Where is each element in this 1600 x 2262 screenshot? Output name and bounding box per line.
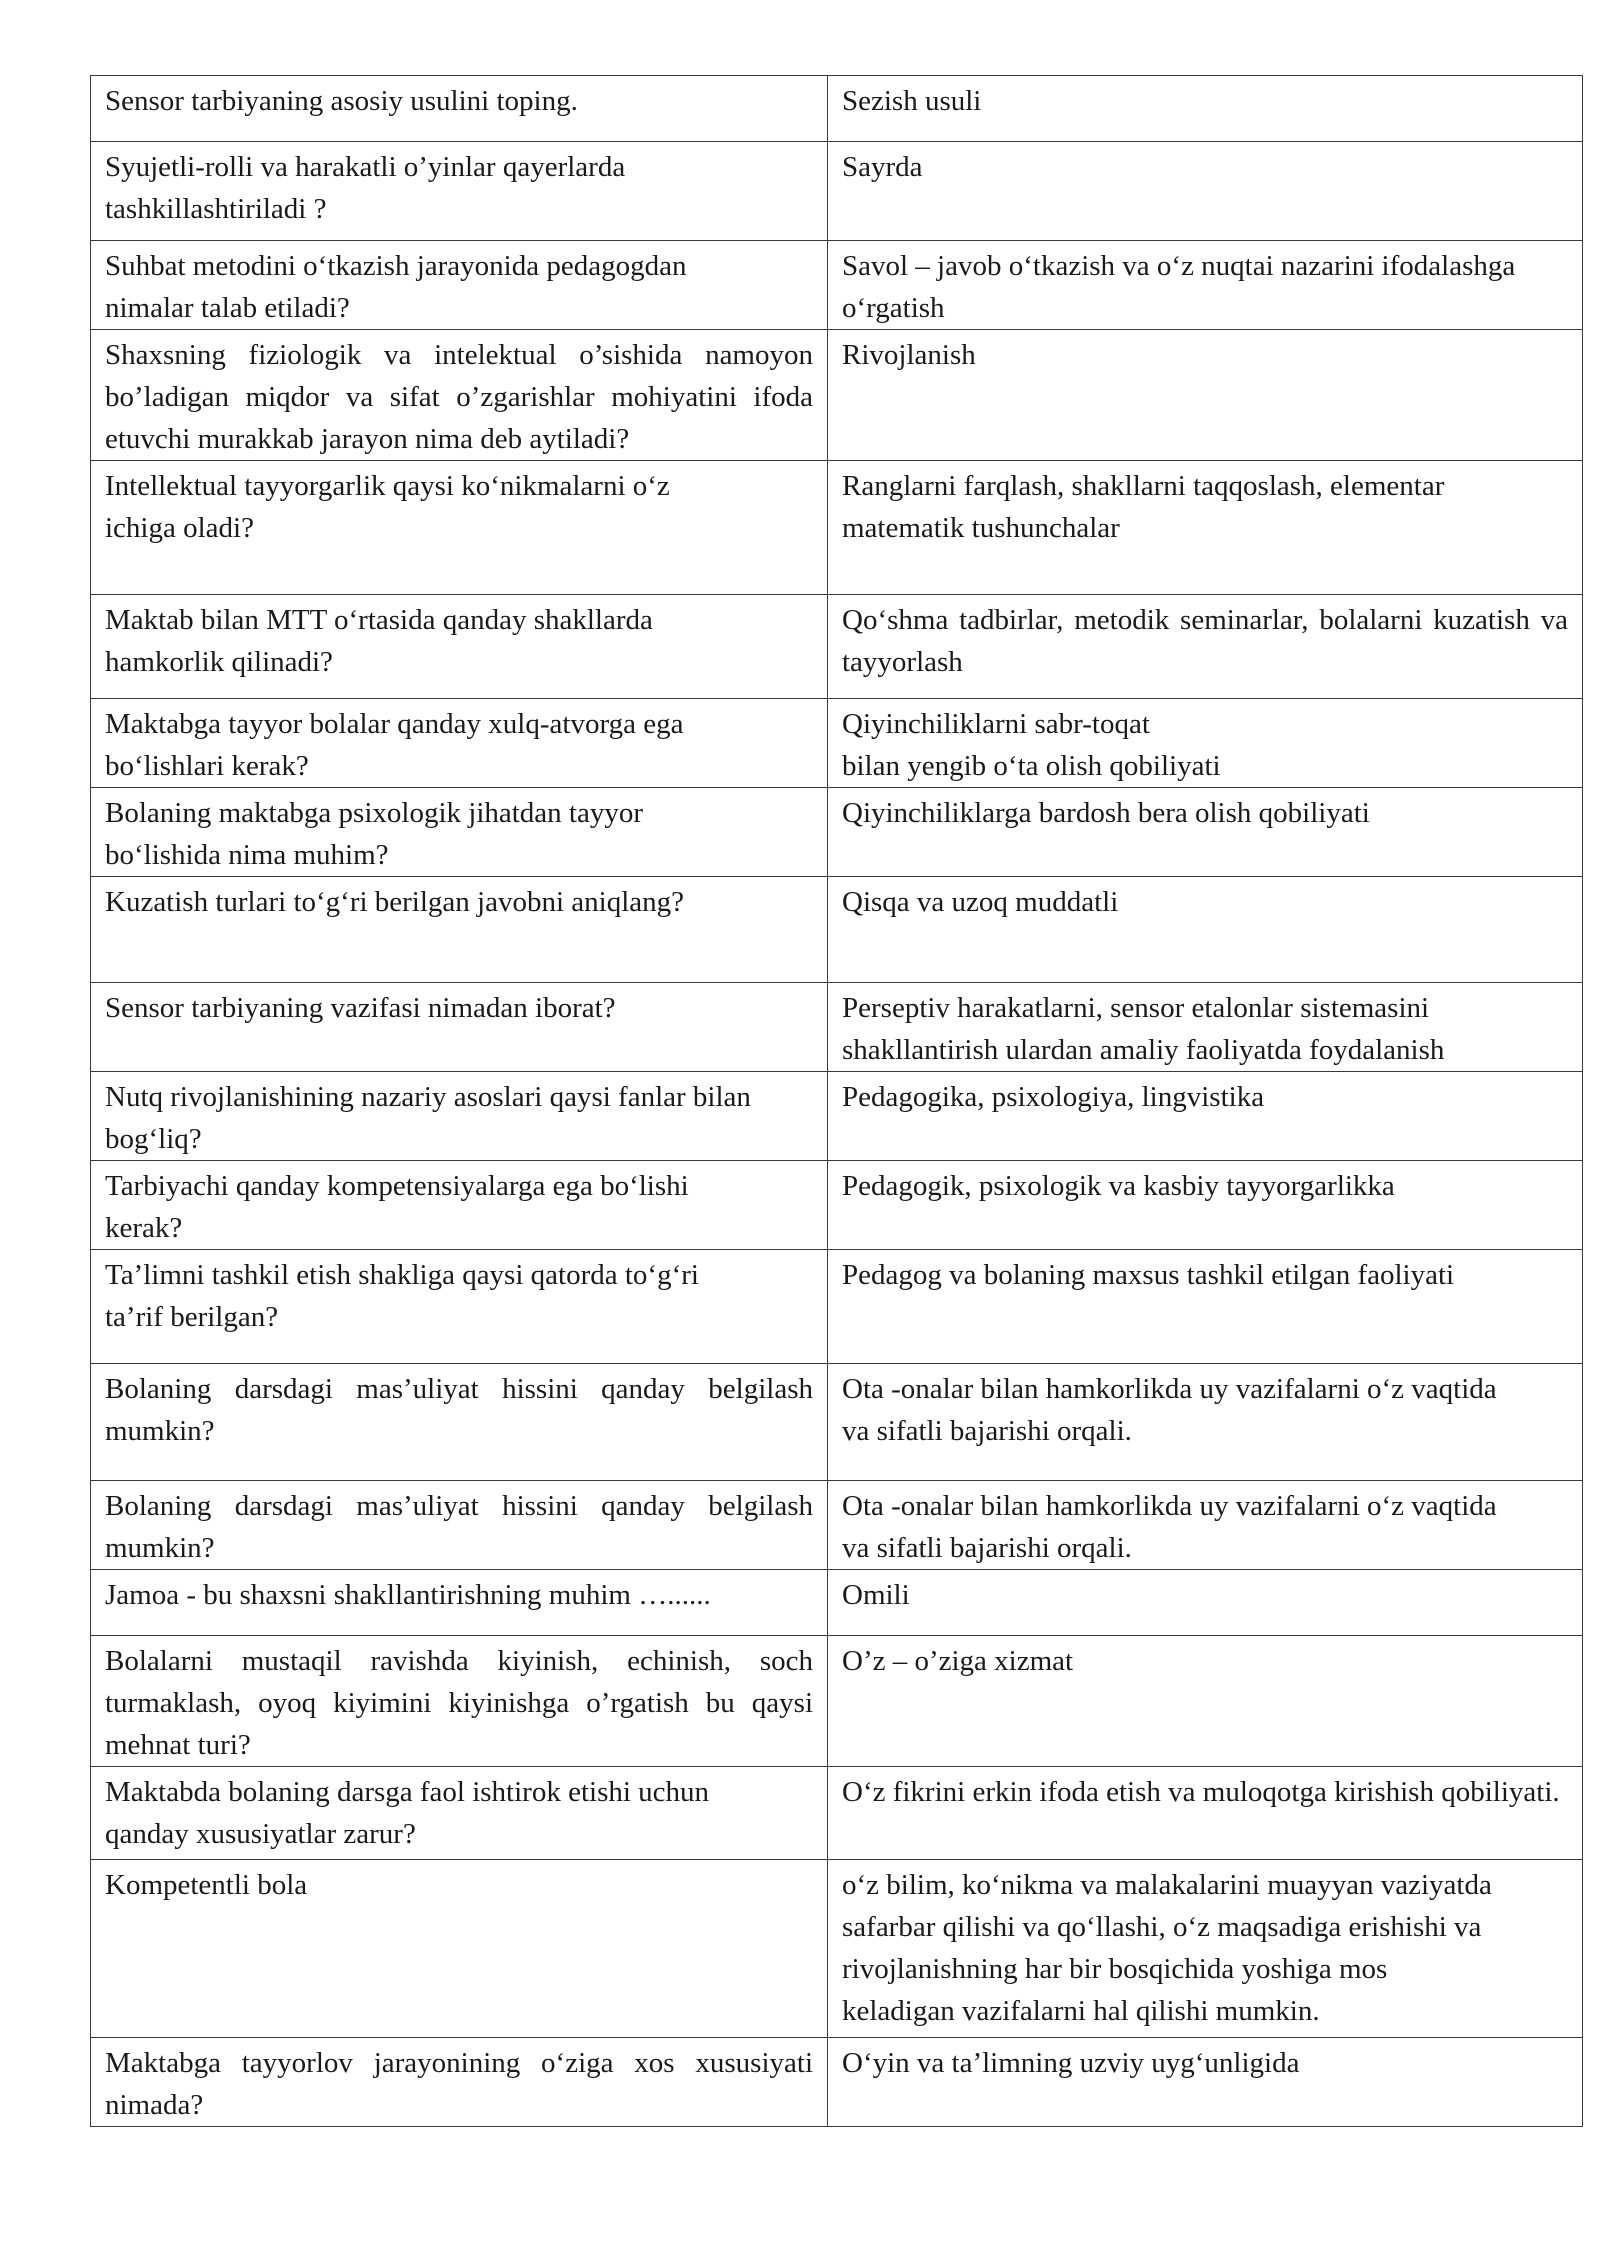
table-row	[91, 1570, 1583, 1636]
question-cell: Maktabga tayyorlov jarayonining o‘ziga xos xususiyati nimada?	[91, 2038, 828, 2127]
table-row	[91, 699, 1583, 788]
question-cell: Shaxsning fiziologik va intelektual o’sishida namoyon bo’ladigan miqdor va sifat o’zgarishlar mohiyatini ifoda etuvchi murakkab jarayon nima deb aytiladi?	[91, 330, 828, 461]
answer-cell: O‘yin va ta’limning uzviy uyg‘unligida	[828, 2038, 1583, 2127]
question-cell: Intellektual tayyorgarlik qaysi ko‘nikmalarni o‘z ichiga oladi?	[91, 461, 828, 595]
answer-cell: Qiyinchiliklarga bardosh bera olish qobiliyati	[828, 788, 1583, 877]
question-cell: Tarbiyachi qanday kompetensiyalarga ega bo‘lishi kerak?	[91, 1161, 828, 1250]
table-row	[91, 1767, 1583, 1860]
question-cell: Bolaning darsdagi mas’uliyat hissini qanday belgilash mumkin?	[91, 1481, 828, 1570]
question-cell: Bolaning darsdagi mas’uliyat hissini qanday belgilash mumkin?	[91, 1364, 828, 1481]
answer-cell: Ranglarni farqlash, shakllarni taqqoslash, elementar matematik tushunchalar	[828, 461, 1583, 595]
table-row	[91, 595, 1583, 699]
table-row	[91, 1481, 1583, 1570]
question-cell: Bolaning maktabga psixologik jihatdan tayyor bo‘lishida nima muhim?	[91, 788, 828, 877]
question-cell: Nutq rivojlanishining nazariy asoslari qaysi fanlar bilan bog‘liq?	[91, 1072, 828, 1161]
table-row	[91, 76, 1583, 142]
table-row	[91, 1072, 1583, 1161]
answer-cell: Savol – javob o‘tkazish va o‘z nuqtai nazarini ifodalashga o‘rgatish	[828, 241, 1583, 330]
question-cell: Sensor tarbiyaning vazifasi nimadan iborat?	[91, 983, 828, 1072]
answer-cell: O‘z fikrini erkin ifoda etish va muloqotga kirishish qobiliyati.	[828, 1767, 1583, 1860]
question-cell: Kompetentli bola	[91, 1860, 828, 2038]
table-row	[91, 241, 1583, 330]
qa-table-body	[91, 76, 1583, 2127]
answer-cell: o‘z bilim, ko‘nikma va malakalarini muayyan vaziyatda safarbar qilishi va qo‘llashi, o‘z maqsadiga erishishi va rivojlanishning har bir bosqichida yoshiga mos keladigan vazifalarni hal qilishi mumkin.	[828, 1860, 1583, 2038]
table-row	[91, 1364, 1583, 1481]
question-cell: Syujetli-rolli va harakatli o’yinlar qayerlarda tashkillashtiriladi ?	[91, 142, 828, 241]
table-row	[91, 142, 1583, 241]
table-row	[91, 1161, 1583, 1250]
answer-cell: Perseptiv harakatlarni, sensor etalonlar sistemasini shakllantirish ulardan amaliy faoliyatda foydalanish	[828, 983, 1583, 1072]
answer-cell: Qo‘shma tadbirlar, metodik seminarlar, bolalarni kuzatish va tayyorlash	[828, 595, 1583, 699]
question-cell: Bolalarni mustaqil ravishda kiyinish, echinish, soch turmaklash, oyoq kiyimini kiyinishga o’rgatish bu qaysi mehnat turi?	[91, 1636, 828, 1767]
table-row	[91, 461, 1583, 595]
question-cell: Maktabda bolaning darsga faol ishtirok etishi uchun qanday xususiyatlar zarur?	[91, 1767, 828, 1860]
question-cell: Maktab bilan MTT o‘rtasida qanday shakllarda hamkorlik qilinadi?	[91, 595, 828, 699]
answer-cell: Qiyinchiliklarni sabr-toqat bilan yengib o‘ta olish qobiliyati	[828, 699, 1583, 788]
question-cell: Maktabga tayyor bolalar qanday xulq-atvorga ega bo‘lishlari kerak?	[91, 699, 828, 788]
answer-cell: Pedagogika, psixologiya, lingvistika	[828, 1072, 1583, 1161]
answer-cell: Sezish usuli	[828, 76, 1583, 142]
qa-table	[90, 75, 1583, 2127]
table-row	[91, 788, 1583, 877]
answer-cell: Pedagog va bolaning maxsus tashkil etilgan faoliyati	[828, 1250, 1583, 1364]
answer-cell: Qisqa va uzoq muddatli	[828, 877, 1583, 983]
question-cell: Kuzatish turlari to‘g‘ri berilgan javobni aniqlang?	[91, 877, 828, 983]
question-cell: Ta’limni tashkil etish shakliga qaysi qatorda to‘g‘ri ta’rif berilgan?	[91, 1250, 828, 1364]
table-row	[91, 983, 1583, 1072]
table-row	[91, 330, 1583, 461]
answer-cell: Ota -onalar bilan hamkorlikda uy vazifalarni o‘z vaqtida va sifatli bajarishi orqali.	[828, 1364, 1583, 1481]
answer-cell: Pedagogik, psixologik va kasbiy tayyorgarlikka	[828, 1161, 1583, 1250]
question-cell: Jamoa - bu shaxsni shakllantirishning muhim …......	[91, 1570, 828, 1636]
answer-cell: Ota -onalar bilan hamkorlikda uy vazifalarni o‘z vaqtida va sifatli bajarishi orqali.	[828, 1481, 1583, 1570]
table-row	[91, 1250, 1583, 1364]
answer-cell: Rivojlanish	[828, 330, 1583, 461]
question-cell: Sensor tarbiyaning asosiy usulini toping.	[91, 76, 828, 142]
table-row	[91, 1860, 1583, 2038]
answer-cell: Sayrda	[828, 142, 1583, 241]
answer-cell: O’z – o’ziga xizmat	[828, 1636, 1583, 1767]
table-row	[91, 2038, 1583, 2127]
answer-cell: Omili	[828, 1570, 1583, 1636]
table-row	[91, 877, 1583, 983]
table-row	[91, 1636, 1583, 1767]
question-cell: Suhbat metodini o‘tkazish jarayonida pedagogdan nimalar talab etiladi?	[91, 241, 828, 330]
